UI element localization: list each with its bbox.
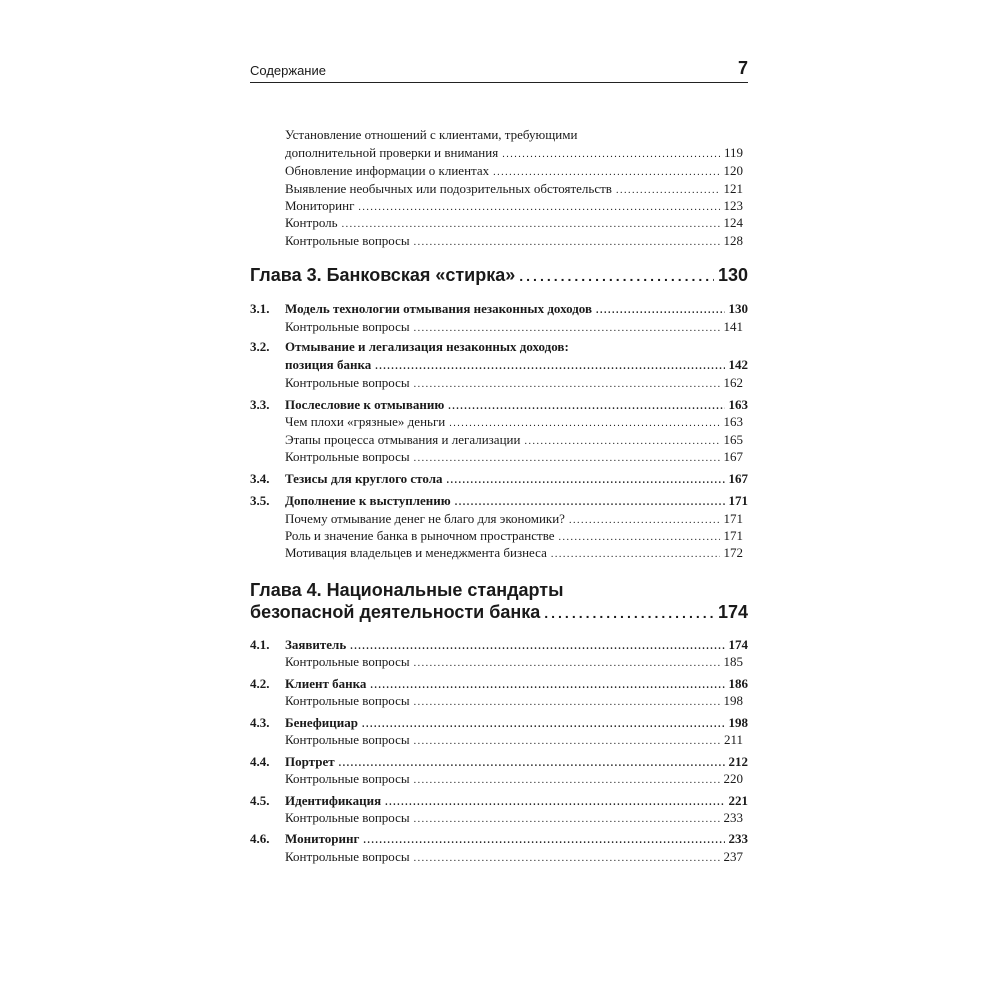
toc-entry-label: Чем плохи «грязные» деньги: [285, 414, 446, 429]
toc-entry[interactable]: [285, 214, 743, 232]
leader-dots: [447, 472, 725, 490]
toc-entry[interactable]: [285, 527, 743, 545]
toc-entry[interactable]: [285, 144, 743, 162]
toc-entry[interactable]: [285, 197, 743, 215]
section-title: Идентификация: [285, 793, 382, 808]
toc-entry-page: 165: [723, 432, 743, 447]
chapter-title: безопасной деятельности банка: [250, 602, 541, 622]
section-number: 3.1.: [250, 301, 270, 316]
header-title: Содержание: [250, 63, 326, 78]
section-title: Послесловие к отмыванию: [285, 397, 445, 412]
section-page: 174: [728, 637, 748, 652]
toc-entry-page: 172: [723, 545, 743, 560]
toc-entry[interactable]: [285, 731, 743, 749]
toc-entry-page: 198: [723, 693, 743, 708]
toc-entry-label: Мотивация владельцев и менеджмента бизнеса: [285, 545, 547, 560]
leader-dots: [414, 320, 720, 338]
section-number: 3.4.: [250, 471, 270, 486]
toc-entry-label: Почему отмывание денег не благо для экономики?: [285, 511, 565, 526]
toc-entry-page: 124: [723, 215, 743, 230]
leader-dots: [414, 772, 720, 790]
toc-section[interactable]: [250, 753, 748, 771]
toc-entry-page: 171: [723, 528, 743, 543]
toc-entry[interactable]: [285, 448, 743, 466]
toc-entry-label: Обновление информации о клиентах: [285, 163, 490, 178]
section-title: Тезисы для круглого стола: [285, 471, 443, 486]
section-number: 3.2.: [250, 339, 270, 354]
chapter-page: 130: [717, 265, 748, 285]
leader-dots: [551, 546, 720, 564]
toc-entry-label: Контрольные вопросы: [285, 375, 410, 390]
toc-entry[interactable]: [285, 180, 743, 198]
leader-dots: [414, 811, 720, 829]
section-title: Отмывание и легализация незаконных доходов:: [285, 339, 569, 354]
section-number: 4.4.: [250, 754, 270, 769]
toc-entry-page: 119: [723, 145, 743, 160]
toc-entry[interactable]: [285, 318, 743, 336]
toc-entry[interactable]: [285, 374, 743, 392]
section-number: 4.5.: [250, 793, 270, 808]
toc-entry[interactable]: [285, 431, 743, 449]
section-page: 163: [728, 397, 748, 412]
toc-section[interactable]: [250, 675, 748, 693]
section-page: 130: [728, 301, 748, 316]
section-page: 186: [728, 676, 748, 691]
toc-section[interactable]: [250, 830, 748, 848]
leader-dots: [414, 733, 720, 751]
toc-entry-page: 121: [723, 181, 743, 196]
toc-entry-page: 185: [723, 654, 743, 669]
section-title: Портрет: [285, 754, 335, 769]
toc-entry-label: Контрольные вопросы: [285, 449, 410, 464]
chapter-title[interactable]: Глава 4. Национальные стандарты: [250, 580, 564, 600]
section-title: Клиент банка: [285, 676, 367, 691]
toc-chapter[interactable]: [250, 599, 748, 625]
toc-entry[interactable]: [285, 653, 743, 671]
toc-entry[interactable]: [285, 692, 743, 710]
toc-entry-label: Этапы процесса отмывания и легализации: [285, 432, 521, 447]
toc-entry[interactable]: [285, 809, 743, 827]
section-number: 3.3.: [250, 397, 270, 412]
leader-dots: [414, 450, 720, 468]
section-page: 167: [728, 471, 748, 486]
section-number: 4.6.: [250, 831, 270, 846]
toc-entry-text: Установление отношений с клиентами, требующими: [285, 127, 578, 142]
toc-entry-label: Роль и значение банка в рыночном пространстве: [285, 528, 555, 543]
leader-dots: [414, 655, 720, 673]
toc-section[interactable]: [250, 396, 748, 414]
toc-chapter[interactable]: [250, 262, 748, 288]
toc-entry-page: 123: [723, 198, 743, 213]
section-title: Дополнение к выступлению: [285, 493, 451, 508]
leader-dots: [519, 263, 714, 289]
section-title: Заявитель: [285, 637, 347, 652]
section-page: 233: [728, 831, 748, 846]
toc-entry[interactable]: [285, 770, 743, 788]
toc-entry[interactable]: [285, 544, 743, 562]
toc-entry[interactable]: [285, 232, 743, 250]
toc-entry-page: 120: [723, 163, 743, 178]
section-number: 4.1.: [250, 637, 270, 652]
leader-dots: [414, 234, 720, 252]
section-title: позиция банка: [285, 357, 372, 372]
toc-entry-page: 171: [723, 511, 743, 526]
toc-entry-page: 211: [723, 732, 743, 747]
toc-entry-page: 167: [723, 449, 743, 464]
toc-entry-label: Контрольные вопросы: [285, 319, 410, 334]
chapter-page: 174: [717, 602, 748, 622]
running-header: [250, 60, 748, 83]
toc-entry-label: Выявление необычных или подозрительных обстоятельств: [285, 181, 612, 196]
toc-section[interactable]: [250, 714, 748, 732]
toc-entry-label: Контрольные вопросы: [285, 233, 410, 248]
section-page: 198: [728, 715, 748, 730]
section-heading-line[interactable]: [250, 338, 569, 356]
toc-entry-page: 163: [723, 414, 743, 429]
chapter-title: Глава 3. Банковская «стирка»: [250, 265, 516, 285]
section-title: Модель технологии отмывания незаконных доходов: [285, 301, 592, 316]
toc-entry-label: Мониторинг: [285, 198, 355, 213]
toc-section[interactable]: [250, 470, 748, 488]
toc-section[interactable]: [250, 300, 748, 318]
toc-entry-label: дополнительной проверки и внимания: [285, 145, 499, 160]
toc-entry-page: 237: [723, 849, 743, 864]
toc-entry-label: Контрольные вопросы: [285, 732, 410, 747]
toc-entry-label: Контрольные вопросы: [285, 771, 410, 786]
section-number: 4.2.: [250, 676, 270, 691]
section-page: 212: [728, 754, 748, 769]
toc-section[interactable]: [250, 792, 748, 810]
toc-entry-label: Контроль: [285, 215, 338, 230]
toc-entry[interactable]: [285, 413, 743, 431]
leader-dots: [414, 850, 720, 868]
page-number: 7: [737, 58, 748, 78]
section-number: 4.3.: [250, 715, 270, 730]
toc-entry-label: Контрольные вопросы: [285, 693, 410, 708]
toc-section[interactable]: [250, 636, 748, 654]
toc-entry-label: Контрольные вопросы: [285, 810, 410, 825]
leader-dots: [414, 376, 720, 394]
section-page: 142: [728, 357, 748, 372]
toc-entry-page: 128: [723, 233, 743, 248]
section-page: 221: [728, 793, 748, 808]
section-page: 171: [728, 493, 748, 508]
toc-entry-page: 141: [723, 319, 743, 334]
toc-entry-page: 220: [723, 771, 743, 786]
toc-entry-label: Контрольные вопросы: [285, 654, 410, 669]
leader-dots: [414, 694, 720, 712]
section-title: Мониторинг: [285, 831, 360, 846]
toc-entry-page: 233: [723, 810, 743, 825]
toc-entry-label: Контрольные вопросы: [285, 849, 410, 864]
toc-entry[interactable]: [285, 162, 743, 180]
toc-entry[interactable]: [285, 510, 743, 528]
toc-section[interactable]: [250, 492, 748, 510]
toc-entry-page: 162: [723, 375, 743, 390]
section-number: 3.5.: [250, 493, 270, 508]
toc-entry[interactable]: [285, 848, 743, 866]
section-title: Бенефициар: [285, 715, 358, 730]
toc-section[interactable]: [285, 356, 748, 374]
leader-dots: [544, 600, 714, 626]
